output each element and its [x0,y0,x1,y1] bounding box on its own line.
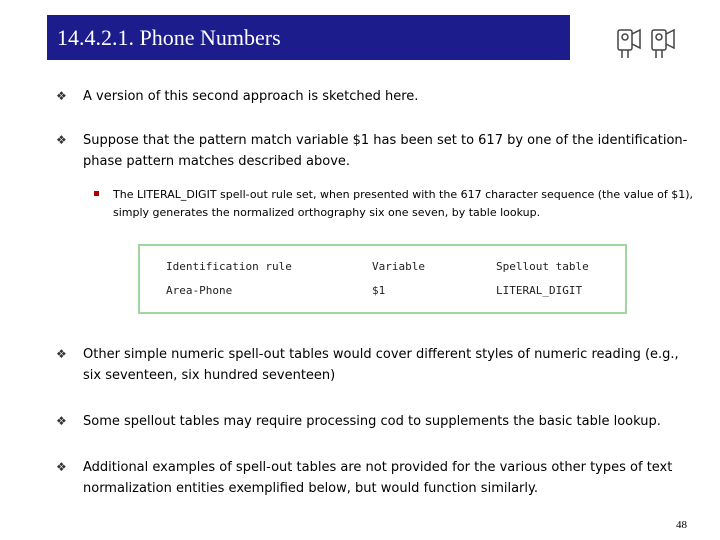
square-bullet-icon [94,191,99,196]
bullet-item: ❖ Other simple numeric spell-out tables would cover different styles of numeric reading (e.g., six seventeen, six hundred seventeen) [56,344,696,386]
table-cell: Area-Phone [166,284,233,297]
title-bar [47,15,570,60]
diamond-bullet-icon: ❖ [56,414,67,428]
table-cell: LITERAL_DIGIT [496,284,583,297]
diamond-bullet-icon: ❖ [56,133,67,147]
slide-title: 14.4.2.1. Phone Numbers [57,25,281,50]
diamond-bullet-icon: ❖ [56,89,67,103]
table-header: Spellout table [496,260,589,273]
bullet-item: ❖ Additional examples of spell-out tables are not provided for the various other types of text normalization entities exemplified below, but would function similarly. [56,457,696,499]
table-header: Identification rule [166,260,292,273]
diamond-bullet-icon: ❖ [56,460,67,474]
people-conversation-icon [614,22,684,62]
table-header: Variable [372,260,425,273]
rule-table [138,244,627,314]
table-cell: $1 [372,284,386,297]
bullet-item: ❖ Some spellout tables may require processing cod to supplements the basic table lookup. [56,411,696,432]
bullet-item: ❖ Suppose that the pattern match variable $1 has been set to 617 by one of the identification-phase pattern matches described above. [56,130,696,172]
page-number: 48 [676,519,687,531]
diamond-bullet-icon: ❖ [56,347,67,361]
sub-bullet-item: The LITERAL_DIGIT spell-out rule set, when presented with the 617 character sequence (the value of $1), simply generates the normalized orthography six one seven, by table lookup. [94,186,694,222]
bullet-item: ❖ A version of this second approach is sketched here. [56,86,696,107]
